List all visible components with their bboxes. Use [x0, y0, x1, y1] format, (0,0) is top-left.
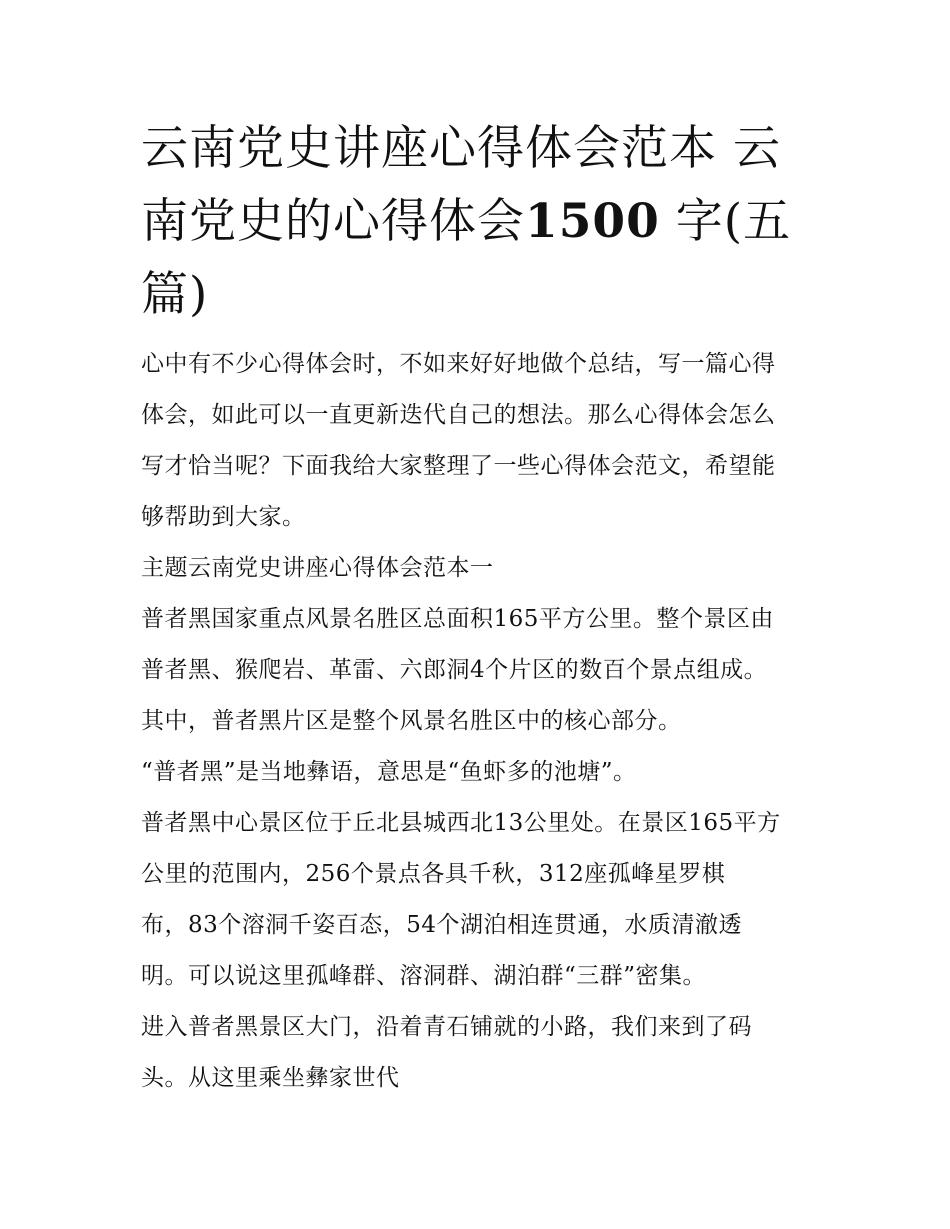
- title-text-part1: 云南党史讲座心得体会范本 云南党史的心得体会: [141, 121, 781, 249]
- body-line: 布，83个溶洞千姿百态，54个湖泊相连贯通，水质清澈透: [141, 912, 743, 938]
- intro-line: 体会，如此可以一直更新迭代自己的想法。那么心得体会怎么: [141, 402, 776, 428]
- section-heading: 主题云南党史讲座心得体会范本一: [141, 555, 494, 581]
- document-page: [141, 112, 821, 1104]
- body-line: 公里的范围内，256个景点各具千秋，312座孤峰星罗棋: [141, 861, 726, 887]
- intro-line: 心中有不少心得体会时，不如来好好地做个总结，写一篇心得: [141, 351, 776, 377]
- document-title: [141, 112, 821, 331]
- body-line: 普者黑中心景区位于丘北县城西北13公里处。在景区165平方: [141, 810, 781, 836]
- body-line: 普者黑、猴爬岩、革雷、六郎洞4个片区的数百个景点组成。: [141, 657, 768, 683]
- body-line: 头。从这里乘坐彝家世代: [141, 1065, 400, 1091]
- intro-line: 写才恰当呢？下面我给大家整理了一些心得体会范文，希望能: [141, 453, 776, 479]
- body-line: 明。可以说这里孤峰群、溶洞群、湖泊群“三群”密集。: [141, 963, 707, 989]
- title-text-part2: 字(五篇): [141, 194, 792, 322]
- title-number: 1500: [525, 194, 660, 249]
- body-line: 普者黑国家重点风景名胜区总面积165平方公里。整个景区由: [141, 606, 774, 632]
- body-line: 其中，普者黑片区是整个风景名胜区中的核心部分。: [141, 708, 682, 734]
- body-line: “普者黑”是当地彝语，意思是“鱼虾多的池塘”。: [141, 759, 637, 785]
- body-line: 进入普者黑景区大门，沿着青石铺就的小路，我们来到了码: [141, 1014, 752, 1040]
- intro-line: 够帮助到大家。: [141, 504, 306, 530]
